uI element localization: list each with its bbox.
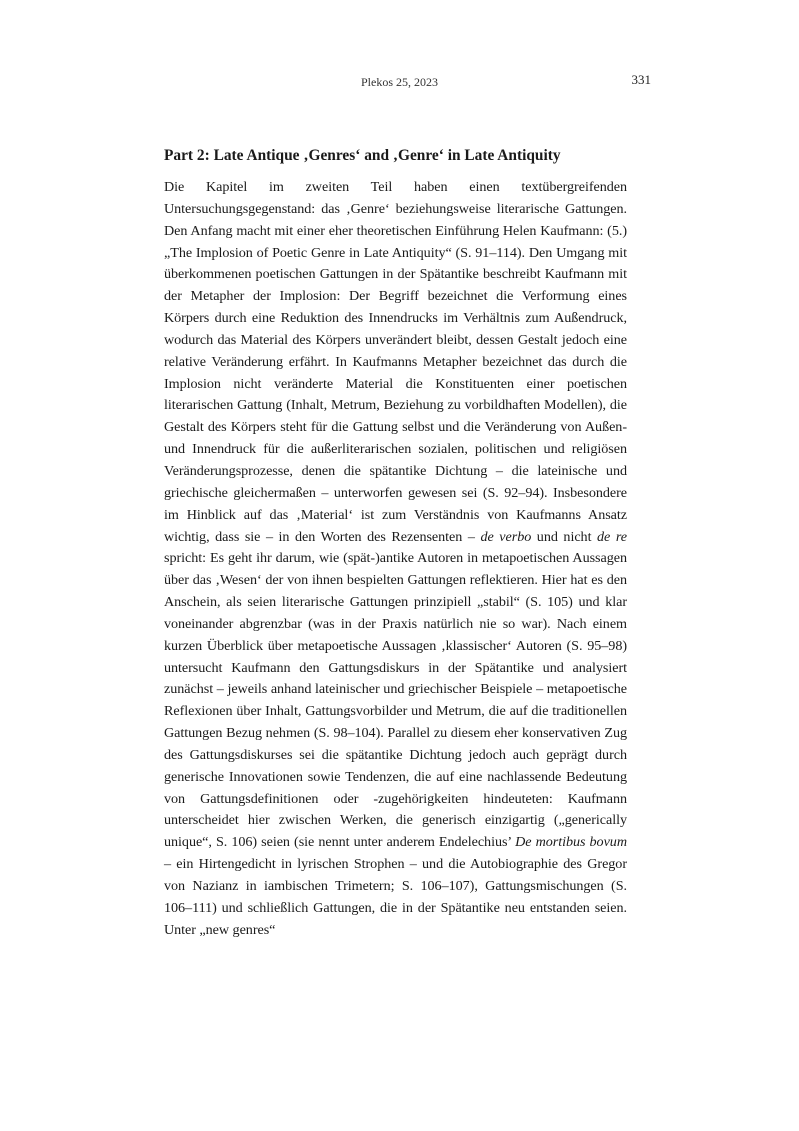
body-text-segment: – ein Hirtengedicht in lyrischen Strophen – und die Autobiographie des Gregor von Nazianz in iambischen Trimetern; S. 106–107), Gattungsmischungen (S. 106–111) und schließlich Gattungen, die in der Spätantike neu entstanden seien. Unter „new genres“ <box>164 856 627 938</box>
italic-phrase: de re <box>597 528 627 545</box>
page-content <box>164 146 627 942</box>
page-number: 331 <box>631 72 651 87</box>
italic-title: De mortibus bovum <box>515 834 627 851</box>
body-text-segment: Die Kapitel im zweiten Teil haben einen textübergreifenden Untersuchungsgegenstand: das ‚Genre‘ beziehungsweise literarische Gattungen. Den Anfang macht mit einer eher theoretischen Einführung Helen Kaufmann: (5.) „The Implosion of Poetic Genre in Late Antiquity“ (S. 91–114). Den Umgang mit überkommenen poetischen Gattungen in der Spätantike beschreibt Kaufmann mit der Metapher der Implosion: Der Begriff bezeichnet die Verformung eines Körpers durch eine Reduktion des Innendrucks im Verhältnis zum Außendruck, wodurch das Material des Körpers unverändert bleibt, dessen Gestalt jedoch eine relative Veränderung erfährt. In Kaufmanns Metapher bezeichnet das durch die Implosion nicht veränderte Material die Konstituenten einer poetischen literarischen Gattung (Inhalt, Metrum, Beziehung zu vorbildhaften Modellen), die Gestalt des Körpers steht für die Gattung selbst und die Veränderung von Außen- und Innendruck für die außerliterarischen sozialen, politischen und religiösen Veränderungsprozesse, denen die spätantike Dichtung – die lateinische und griechische gleichermaßen – unterworfen gewesen sei (S. 92–94). Insbesondere im Hinblick auf das ‚Material‘ ist zum Verständnis von Kaufmanns Ansatz wichtig, dass sie – in den Worten des Rezensenten – <box>164 179 627 545</box>
body-text-segment: spricht: Es geht ihr darum, wie (spät-)antike Autoren in metapoetischen Aussagen über das ‚Wesen‘ der von ihnen bespielten Gattungen reflektieren. Hier hat es den Anschein, als seien literarische Gattungen prinzipiell „stabil“ (S. 105) und klar voneinander abgrenzbar (was in der Praxis natürlich nie so war). Nach einem kurzen Überblick über metapoetische Aussagen ‚klassischer‘ Autoren (S. 95–98) untersucht Kaufmann den Gattungsdiskurs in der Spätantike und analysiert zunächst – jeweils anhand lateinischer und griechischer Beispiele – metapoetische Reflexionen über Inhalt, Gattungsvorbilder und Metrum, die auf die traditionellen Gattungen Bezug nehmen (S. 98–104). Parallel zu diesem eher konservativen Zug des Gattungsdiskurses sei die spätantike Dichtung jedoch auch geprägt durch generische Innovationen sowie Tendenzen, die auf eine nachlassende Bedeutung von Gattungsdefinitionen oder -zugehörigkeiten hindeuteten: Kaufmann unterscheidet hier zwischen Werken, die generisch einzigartig („generically unique“, S. 106) seien (sie nennt unter anderem Endelechius’ <box>164 550 627 851</box>
section-heading: Part 2: Late Antique ‚Genres‘ and ‚Genre‘ in Late Antiquity <box>164 147 561 164</box>
running-head: Plekos 25, 2023 <box>360 75 438 89</box>
body-paragraph <box>164 177 627 942</box>
body-text-segment: und nicht <box>531 528 598 545</box>
italic-phrase: de verbo <box>480 528 532 545</box>
